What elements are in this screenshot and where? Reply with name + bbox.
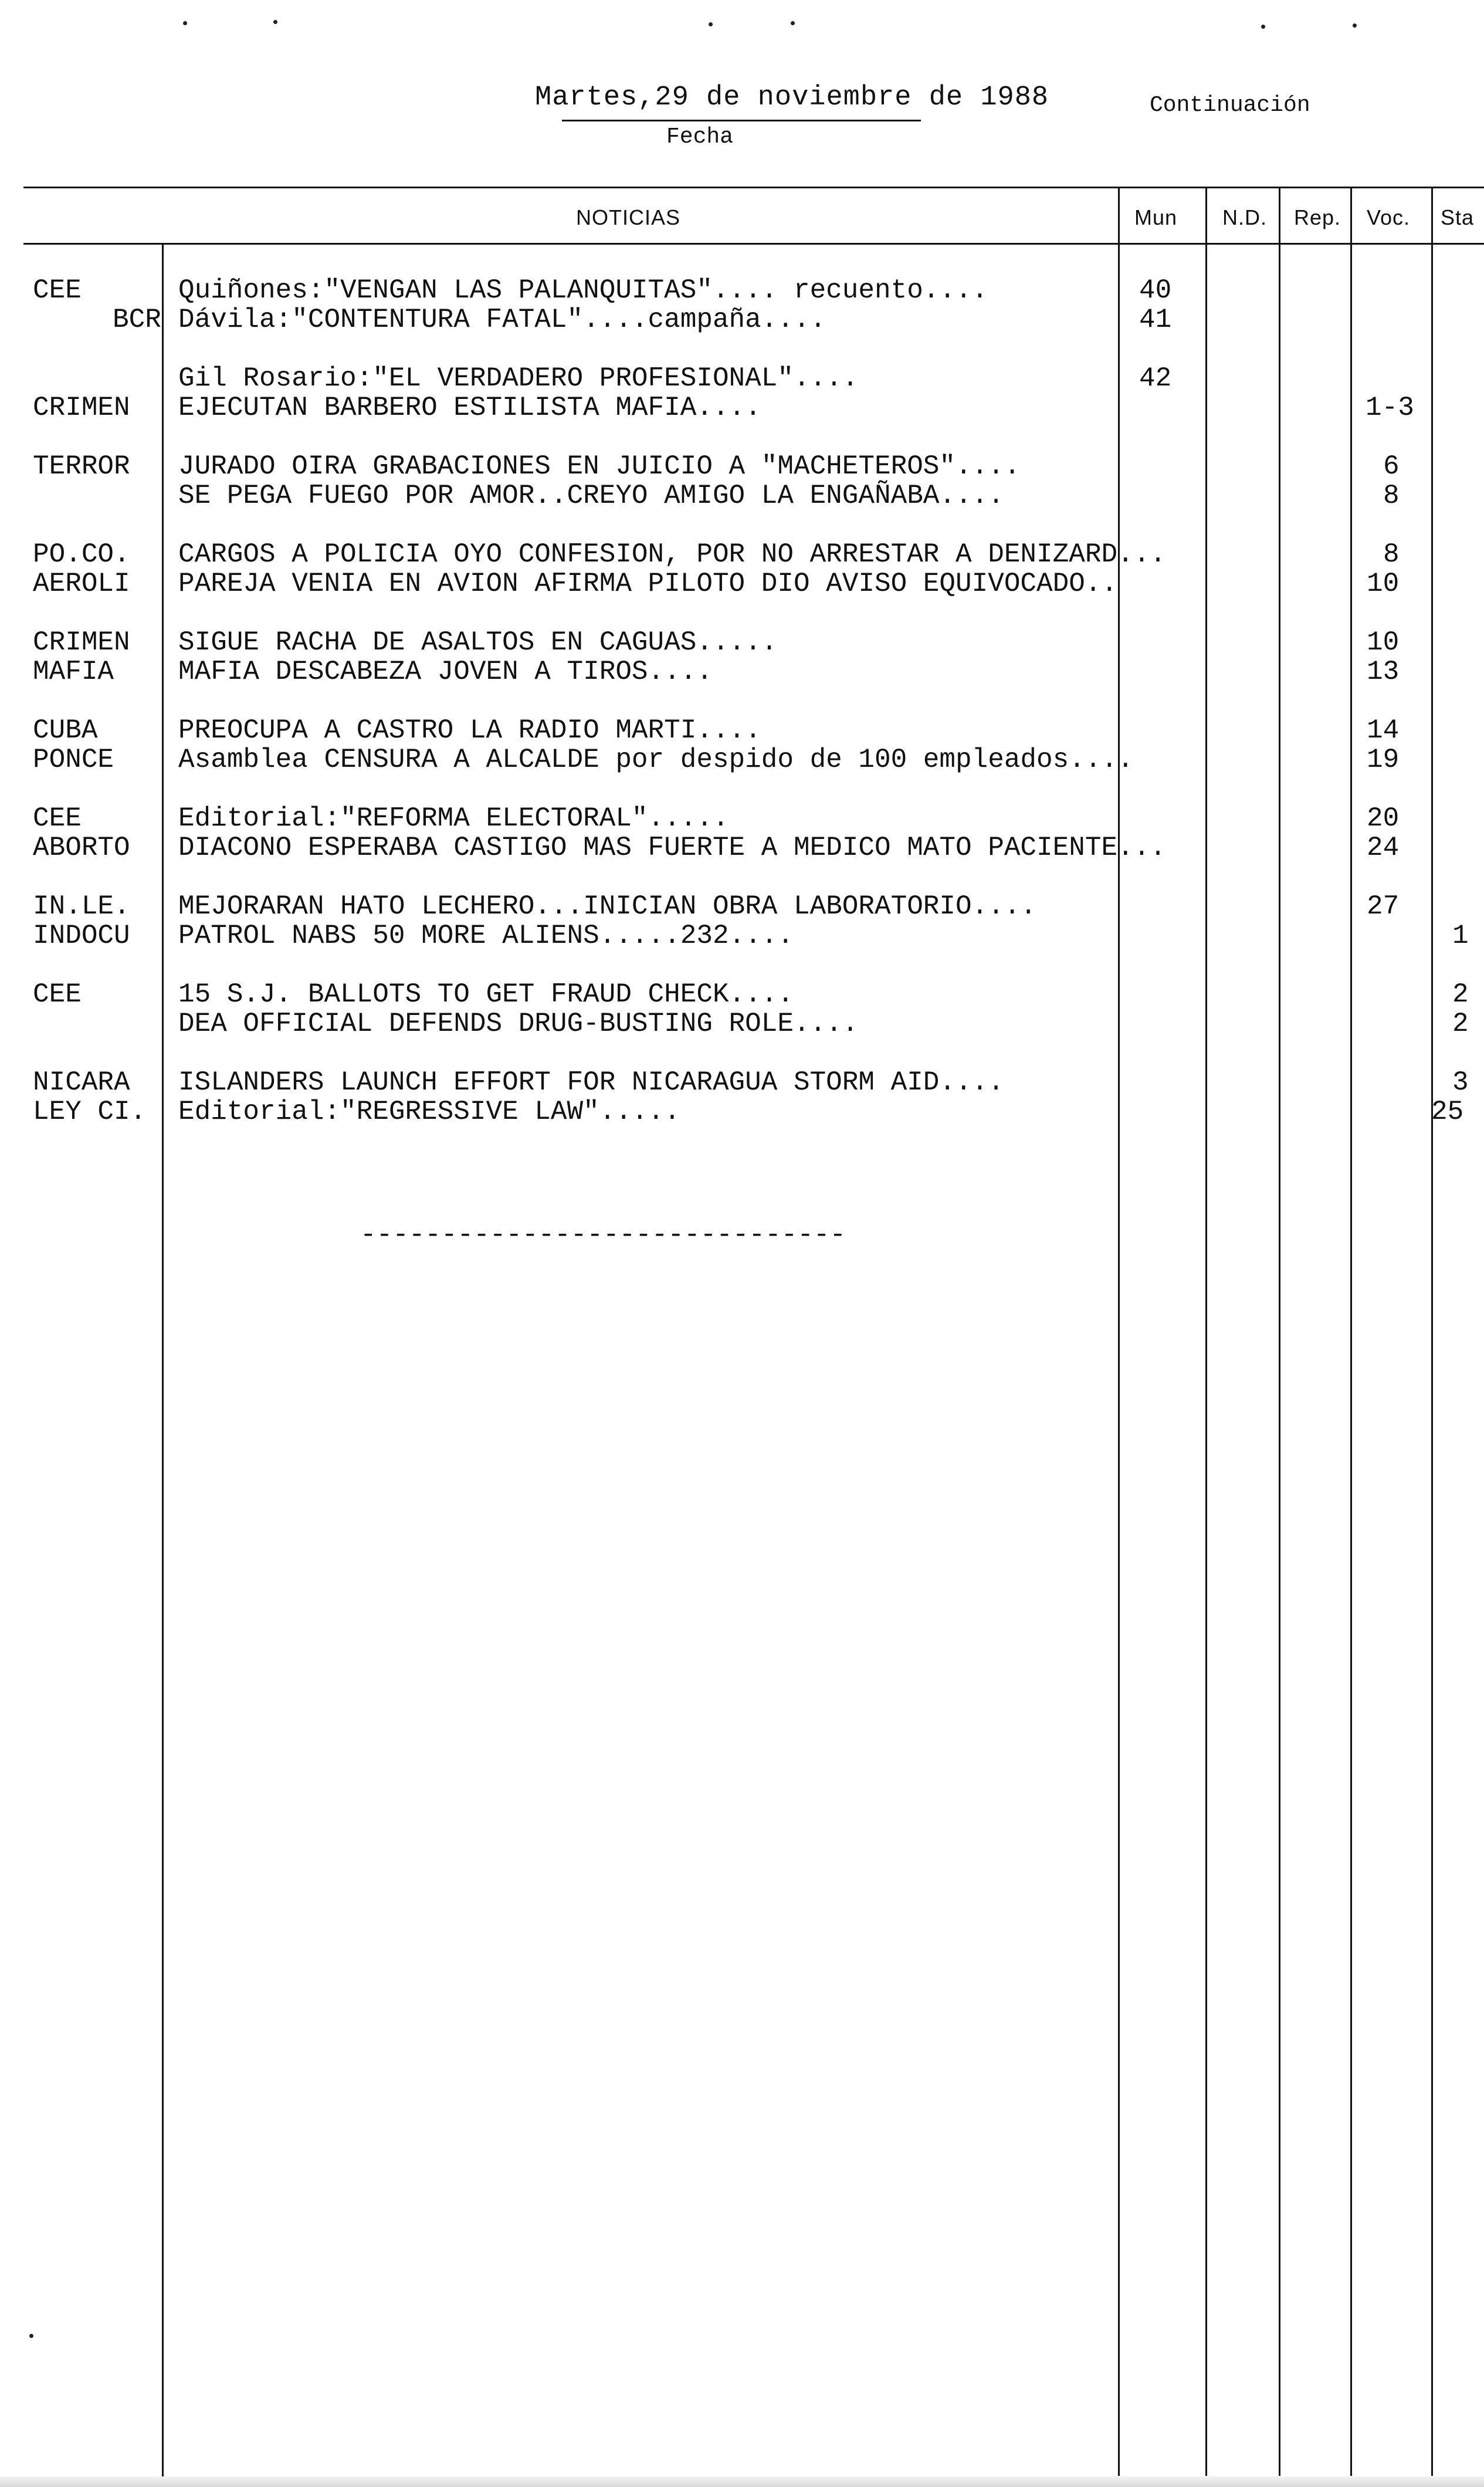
row-mun: 40: [1139, 275, 1172, 306]
row-sta: 25: [1431, 1097, 1464, 1127]
row-voc: 14: [1367, 715, 1400, 746]
row-sta: 3: [1452, 1067, 1469, 1098]
row-voc: 24: [1367, 833, 1400, 863]
date-label: Fecha: [666, 124, 734, 150]
scan-speck: [273, 20, 277, 24]
row-sta: 1: [1452, 921, 1469, 951]
row-sta: 2: [1452, 979, 1469, 1010]
row-category: ABORTO: [33, 833, 130, 863]
row-headline: Quiñones:"VENGAN LAS PALANQUITAS".... recuento....: [178, 275, 988, 306]
row-category: PO.CO.: [33, 539, 130, 570]
row-headline: Asamblea CENSURA A ALCALDE por despido de 100 empleados....: [178, 745, 1134, 775]
row-voc: 10: [1367, 569, 1400, 599]
row-headline: PATROL NABS 50 MORE ALIENS.....232....: [178, 921, 794, 951]
row-category: AEROLI: [33, 569, 130, 599]
row-category: CEE: [33, 803, 82, 834]
row-headline: Dávila:"CONTENTURA FATAL"....campaña....: [178, 304, 826, 335]
row-headline: Editorial:"REGRESSIVE LAW".....: [178, 1097, 680, 1127]
mun-column-rule: [1205, 188, 1207, 2476]
row-headline: JURADO OIRA GRABACIONES EN JUICIO A "MACHETEROS"....: [178, 451, 1021, 482]
row-headline: DEA OFFICIAL DEFENDS DRUG-BUSTING ROLE....: [178, 1009, 859, 1039]
table-header-rule: [23, 243, 1484, 245]
scan-bottom-edge: [0, 2476, 1484, 2487]
scan-speck: [29, 2334, 33, 2338]
row-category: CRIMEN: [33, 627, 130, 658]
row-headline: ISLANDERS LAUNCH EFFORT FOR NICARAGUA STORM AID....: [178, 1067, 1004, 1098]
row-voc: 10: [1367, 627, 1400, 658]
row-voc: 8: [1383, 539, 1400, 570]
row-voc: 8: [1383, 481, 1400, 511]
scan-speck: [709, 22, 713, 26]
scan-speck: [183, 21, 187, 25]
date: Martes,29 de noviembre de 1988: [535, 82, 1049, 113]
row-headline: MAFIA DESCABEZA JOVEN A TIROS....: [178, 657, 713, 687]
row-category: NICARA: [33, 1067, 130, 1098]
row-headline: DIACONO ESPERABA CASTIGO MAS FUERTE A MEDICO MATO PACIENTE...: [178, 833, 1166, 863]
scan-speck: [791, 21, 795, 25]
row-headline: 15 S.J. BALLOTS TO GET FRAUD CHECK....: [178, 979, 794, 1010]
header-rep: Rep.: [1294, 205, 1341, 229]
header-sta: Sta: [1441, 205, 1475, 229]
header-nd: N.D.: [1222, 205, 1267, 229]
row-category: BCR: [113, 304, 161, 335]
noticias-column-rule: [1118, 188, 1120, 2476]
row-headline: SIGUE RACHA DE ASALTOS EN CAGUAS.....: [178, 627, 778, 658]
row-voc: 13: [1367, 657, 1400, 687]
scan-speck: [1261, 25, 1265, 29]
row-voc: 19: [1367, 745, 1400, 775]
row-voc: 1-3: [1366, 392, 1414, 423]
table-top-rule: [23, 187, 1484, 188]
rep-column-rule: [1350, 188, 1352, 2476]
header-noticias: NOTICIAS: [576, 205, 681, 229]
row-category: CEE: [33, 275, 82, 306]
row-voc: 20: [1367, 803, 1400, 834]
voc-column-rule: [1431, 188, 1433, 2476]
row-headline: PAREJA VENIA EN AVION AFIRMA PILOTO DIO AVISO EQUIVOCADO..: [178, 569, 1118, 599]
row-category: CEE: [33, 979, 82, 1010]
row-headline: EJECUTAN BARBERO ESTILISTA MAFIA....: [178, 392, 761, 423]
header-voc: Voc.: [1367, 205, 1411, 229]
row-mun: 42: [1139, 363, 1172, 394]
header-mun: Mun: [1134, 205, 1178, 229]
category-column-rule: [162, 243, 164, 2484]
row-headline: MEJORARAN HATO LECHERO...INICIAN OBRA LABORATORIO....: [178, 891, 1037, 922]
row-headline: SE PEGA FUEGO POR AMOR..CREYO AMIGO LA ENGAÑABA....: [178, 481, 1004, 511]
row-category: INDOCU: [33, 921, 130, 951]
row-category: TERROR: [33, 451, 130, 482]
row-headline: Editorial:"REFORMA ELECTORAL".....: [178, 803, 729, 834]
date-underline: [562, 120, 921, 121]
row-voc: 6: [1383, 451, 1400, 482]
row-category: IN.LE.: [33, 891, 130, 922]
row-headline: Gil Rosario:"EL VERDADERO PROFESIONAL"....: [178, 363, 859, 394]
row-category: MAFIA: [33, 657, 114, 687]
row-headline: CARGOS A POLICIA OYO CONFESION, POR NO ARRESTAR A DENIZARD...: [178, 539, 1166, 570]
scan-speck: [1353, 23, 1357, 28]
row-category: CRIMEN: [33, 392, 130, 423]
row-category: PONCE: [33, 745, 114, 775]
row-sta: 2: [1452, 1009, 1469, 1039]
row-category: CUBA: [33, 715, 98, 746]
row-headline: PREOCUPA A CASTRO LA RADIO MARTI....: [178, 715, 761, 746]
continuation-label: Continuación: [1150, 93, 1310, 118]
row-mun: 41: [1139, 304, 1172, 335]
row-voc: 27: [1367, 891, 1400, 922]
row-category: LEY CI.: [33, 1097, 147, 1127]
end-separator: ------------------------------: [360, 1220, 846, 1250]
nd-column-rule: [1279, 188, 1280, 2476]
